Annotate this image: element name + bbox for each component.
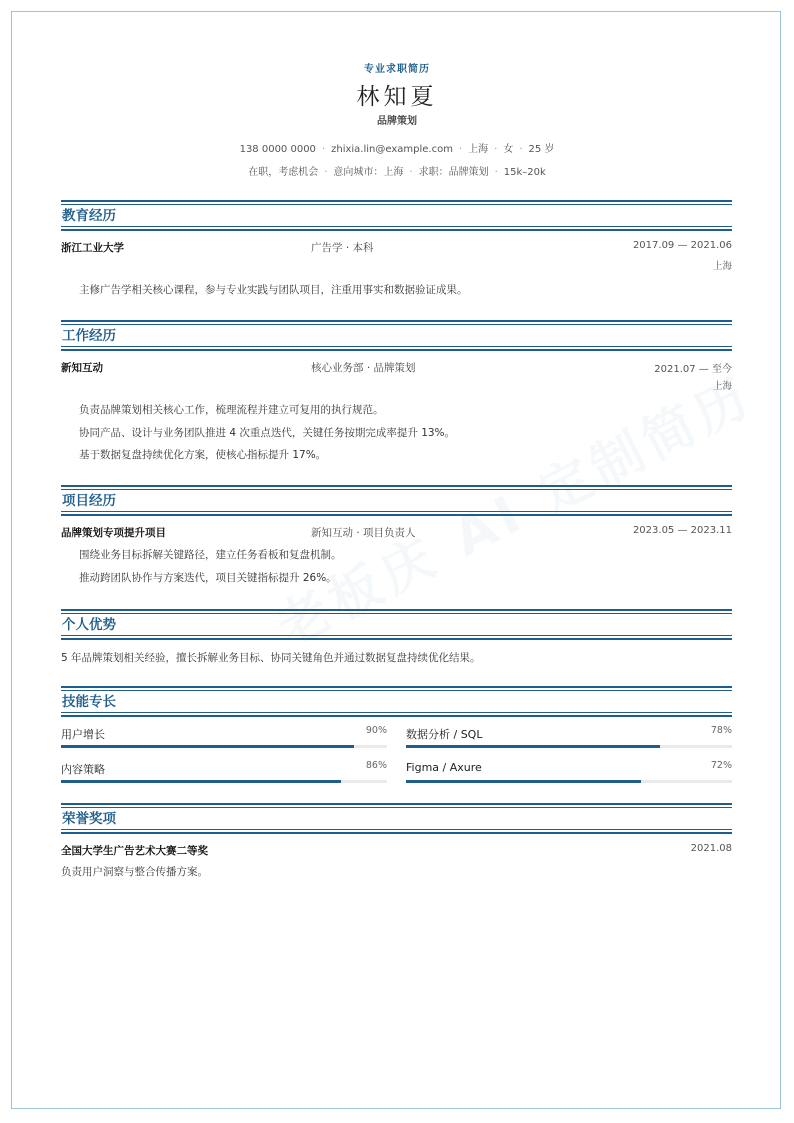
section-header: [61, 200, 732, 231]
candidate-name: 林知夏: [356, 84, 438, 110]
skill-bar-track: [406, 780, 732, 783]
expected-salary: 15k–20k: [503, 167, 546, 178]
section-header: [61, 320, 732, 351]
bullet-list: [61, 279, 732, 302]
skill-bar-track: [61, 780, 387, 783]
project-entry: [61, 525, 732, 543]
location: 上海: [712, 261, 732, 272]
intended-city: 意向城市：上海: [333, 167, 404, 178]
list-item: 协同产品、设计与业务团队推进 4 次重点迭代，关键任务按期完成率提升 13%。: [79, 426, 456, 439]
company-name: 新知互动: [61, 362, 103, 374]
section-title: 技能专长: [62, 694, 116, 710]
skill-name: 数据分析 / SQL: [406, 728, 483, 741]
skill-bar-track: [61, 745, 387, 748]
skill-bar-fill: [406, 745, 660, 748]
advantage-text: 5 年品牌策划相关经验，擅长拆解业务目标、协同关键角色并通过数据复盘持续优化结果。: [61, 652, 481, 664]
school-name: 浙江工业大学: [61, 242, 124, 254]
skill-name: 内容策略: [61, 763, 105, 776]
section-title: 项目经历: [62, 493, 116, 509]
skill-item: [406, 758, 732, 790]
list-item: 推动跨团队协作与方案迭代，项目关键指标提升 26%。: [79, 571, 337, 584]
skill-bar-fill: [406, 780, 641, 783]
skill-percent: 78%: [710, 725, 732, 736]
skill-name: 用户增长: [61, 728, 105, 741]
skill-percent: 90%: [365, 725, 387, 736]
major: 广告学 · 本科: [311, 242, 374, 254]
skill-bar-fill: [61, 780, 341, 783]
skill-name: Figma / Axure: [406, 761, 482, 774]
advantage-section: [61, 609, 732, 667]
skill-bar-fill: [61, 745, 354, 748]
list-item: 基于数据复盘持续优化方案，使核心指标提升 17%。: [79, 449, 327, 461]
education-entry: [61, 240, 732, 258]
section-header: [61, 485, 732, 516]
intent-line: 在职，考虑机会 · 意向城市：上海 · 求职：品牌策划 · 15k–20k: [248, 167, 546, 178]
email: zhixia.lin@example.com: [331, 144, 453, 155]
section-title: 荣誉奖项: [62, 811, 116, 827]
skill-percent: 72%: [710, 760, 732, 771]
section-title: 教育经历: [62, 208, 116, 224]
contact-line: 138 0000 0000 · zhixia.lin@example.com · 上海 · 女 · 25 岁: [239, 144, 555, 155]
intended-job: 求职：品牌策划: [418, 167, 489, 178]
award-description: 负责用户洞察与整合传播方案。: [61, 866, 208, 878]
skills-section: [61, 686, 732, 801]
section-header: [61, 686, 732, 717]
skill-item: [61, 723, 387, 755]
section-header: [61, 803, 732, 834]
project-name: 品牌策划专项提升项目: [61, 527, 166, 539]
header-tagline: 专业求职简历: [364, 64, 430, 75]
education-section: [61, 200, 732, 302]
section-title: 工作经历: [62, 328, 116, 344]
award-entry: [61, 843, 732, 861]
skill-item: [406, 723, 732, 755]
position: 核心业务部 · 品牌策划: [311, 362, 416, 374]
skill-bar-track: [406, 745, 732, 748]
candidate-role: 品牌策划: [377, 116, 417, 127]
list-item: 负责品牌策划相关核心工作，梳理流程并建立可复用的执行规范。: [79, 404, 384, 416]
section-header: [61, 609, 732, 640]
work-entry: [61, 360, 732, 378]
resume-header: [0, 62, 794, 181]
job-status: 在职，考虑机会: [248, 167, 319, 178]
project-role: 新知互动 · 项目负责人: [311, 527, 416, 539]
list-item: 围绕业务目标拆解关键路径，建立任务看板和复盘机制。: [79, 549, 342, 561]
section-title: 个人优势: [62, 617, 116, 633]
city: 上海: [468, 144, 489, 155]
work-section: [61, 320, 732, 467]
skill-percent: 86%: [365, 760, 387, 771]
date-range: 2017.09 — 2021.06: [632, 240, 732, 251]
gender: 女: [503, 144, 514, 155]
honors-section: [61, 803, 732, 881]
phone: 138 0000 0000: [239, 144, 316, 155]
date-range: 2023.05 — 2023.11: [632, 525, 732, 536]
bullet-list: [61, 399, 732, 467]
award-date: 2021.08: [690, 843, 732, 854]
award-name: 全国大学生广告艺术大赛二等奖: [61, 845, 208, 857]
age: 25 岁: [528, 144, 555, 155]
list-item: 主修广告学相关核心课程，参与专业实践与团队项目，注重用事实和数据验证成果。: [79, 284, 468, 296]
location: 上海: [712, 381, 732, 392]
bullet-list: [61, 544, 732, 589]
date-range: 2021.07 — 至今: [654, 364, 732, 375]
skill-item: [61, 758, 387, 790]
project-section: [61, 485, 732, 589]
skills-grid: [61, 723, 732, 801]
